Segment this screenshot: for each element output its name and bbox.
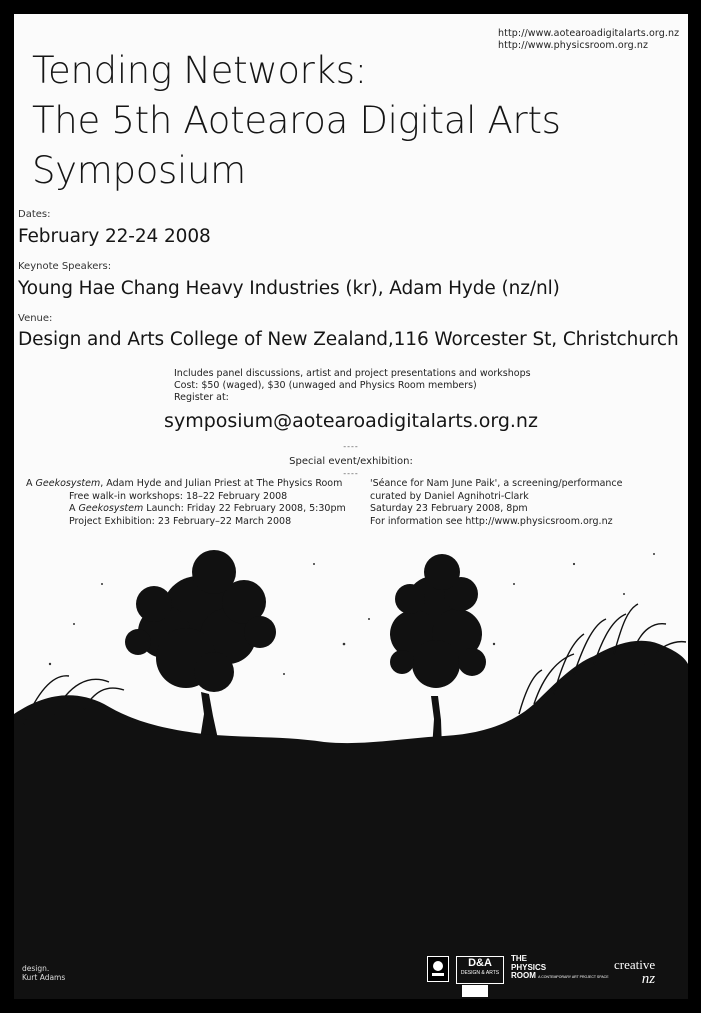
venue-value: Design and Arts College of New Zealand,116 Worcester St, Christchurch	[18, 329, 679, 350]
poster-title	[32, 46, 652, 196]
left-tree	[125, 550, 276, 739]
grass-ground	[14, 641, 688, 999]
url-aotearoa-digital-arts[interactable]: http://www.aotearoadigitalarts.org.nz	[498, 28, 680, 39]
crest-icon	[428, 957, 448, 981]
poster-sheet	[14, 14, 688, 999]
info-panels: Includes panel discussions, artist and project presentations and workshops	[174, 368, 531, 379]
geekosystem-line-1: A Geekosystem, Adam Hyde and Julian Priest at The Physics Room	[26, 478, 343, 489]
da-logo-main: D&A	[468, 957, 492, 969]
title-line-3: Symposium	[32, 149, 246, 192]
geekosystem-line-3: A Geekosystem Launch: Friday 22 February 2008, 5:30pm	[69, 503, 346, 514]
dates-label: Dates:	[18, 209, 51, 220]
physics-room-logo: THE PHYSICS ROOM A CONTEMPORARY ART PROJECT SPACE	[511, 954, 609, 980]
title-line-2: The 5th Aotearoa Digital Arts	[32, 99, 561, 142]
info-cost: Cost: $50 (waged), $30 (unwaged and Physics Room members)	[174, 380, 477, 391]
special-event-heading: Special event/exhibition:	[289, 456, 413, 467]
keynote-label: Keynote Speakers:	[18, 261, 112, 272]
tree-landscape-illustration	[14, 524, 688, 999]
seance-line-1: 'Séance for Nam June Paik', a screening/performance	[370, 478, 623, 489]
dates-value: February 22-24 2008	[18, 226, 211, 247]
seance-line-3: Saturday 23 February 2008, 8pm	[370, 503, 528, 514]
geekosystem-line-4: Project Exhibition: 23 February–22 March 2008	[69, 515, 292, 527]
seance-event	[370, 478, 622, 528]
title-line-1: Tending Networks:	[32, 49, 367, 92]
registration-email[interactable]: symposium@aotearoadigitalarts.org.nz	[164, 410, 538, 432]
separator-bottom: ----	[343, 469, 359, 478]
credit-designer: Kurt Adams	[22, 973, 66, 982]
geekosystem-event	[26, 478, 346, 528]
credit-label: design.	[22, 964, 50, 973]
venue-label: Venue:	[18, 313, 53, 324]
url-physics-room[interactable]: http://www.physicsroom.org.nz	[498, 40, 649, 51]
separator-top: ----	[343, 442, 359, 451]
info-register: Register at:	[174, 392, 229, 403]
seance-line-2: curated by Daniel Agnihotri-Clark	[370, 490, 529, 502]
da-logo-sub: DESIGN & ARTS	[460, 970, 500, 976]
seance-line-4: For information see http://www.physicsroom.org.nz	[370, 515, 613, 527]
creative-nz-logo: creative nz	[614, 957, 656, 987]
keynote-value: Young Hae Chang Heavy Industries (kr), Adam Hyde (nz/nl)	[18, 278, 560, 299]
design-credit	[22, 964, 65, 982]
right-tree	[390, 554, 486, 749]
design-and-arts-logo	[456, 956, 504, 984]
geekosystem-line-2: Free walk-in workshops: 18–22 February 2008	[69, 490, 288, 502]
small-emblem-logo	[462, 985, 488, 997]
coat-of-arms-logo	[427, 956, 449, 982]
